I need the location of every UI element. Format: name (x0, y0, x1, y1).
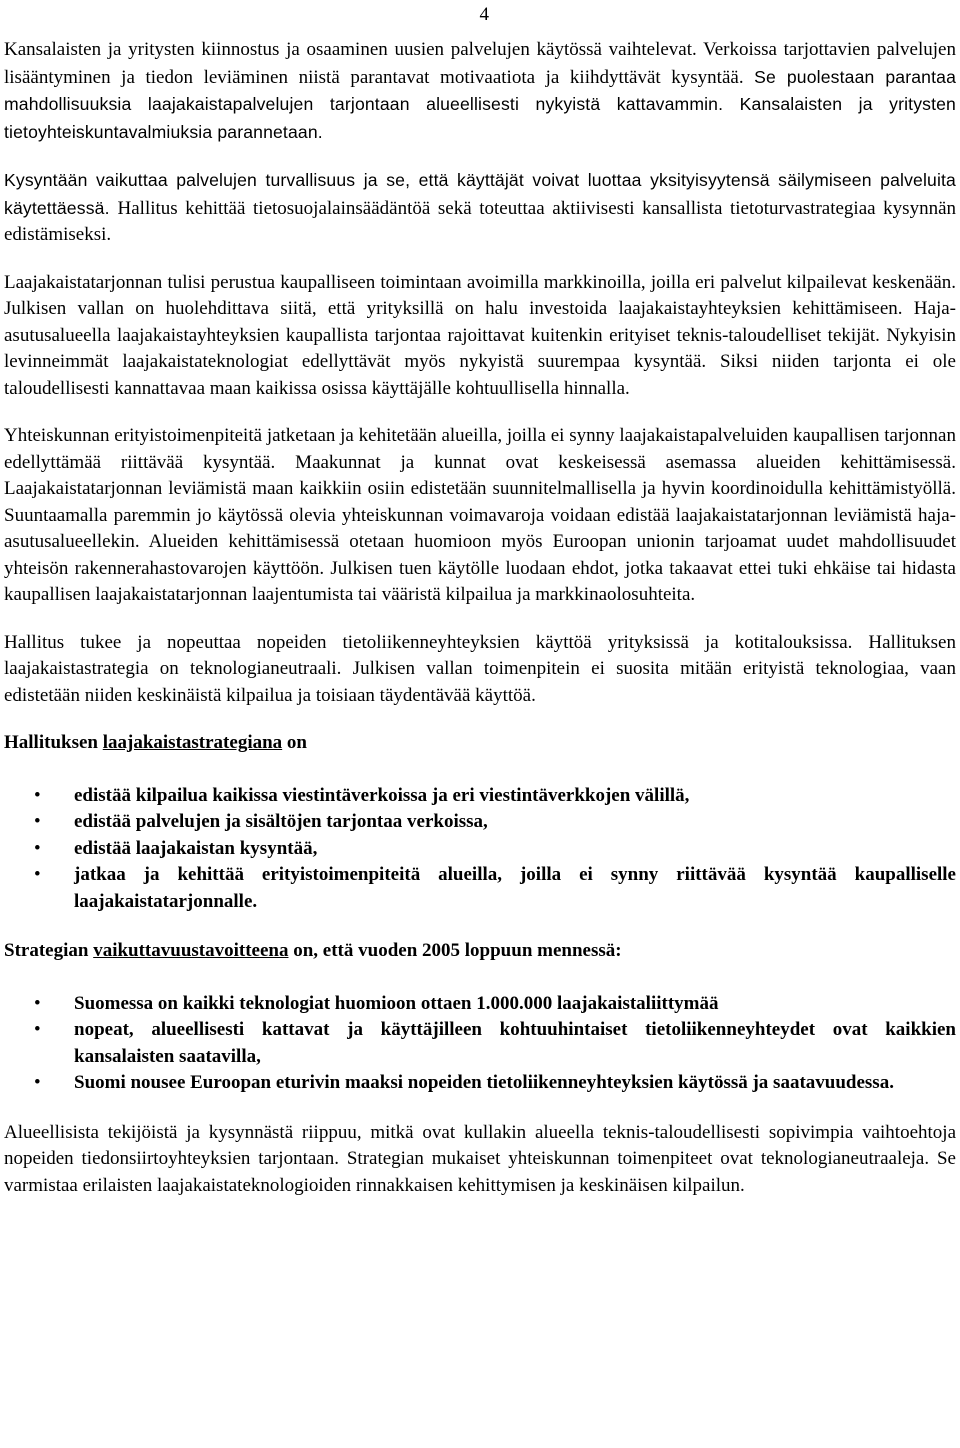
paragraph-6: Alueellisista tekijöistä ja kysynnästä riippuu, mitkä ovat kullakin alueella teknis-taloudellisesti sopivimpia vaihtoehtoja nopeiden tiedonsiirtoyhteyksien tarjontaan. Strategian mukaiset yhteiskunnan toimenpiteet ovat teknologianeutraaleja. Se varmistaa erilaisten laajakaistateknologioiden rinnakkaisen kehittymisen ja keskinäisen kilpailun. (4, 1121, 956, 1196)
paragraph-5: Hallitus tukee ja nopeuttaa nopeiden tietoliikenneyhteyksien käyttöä yrityksissä ja kotitalouksissa. Hallituksen laajakaistastrategia on teknologianeutraali. Julkisen vallan toimenpitein ei suosita mitään erityistä teknologiaa, vaan edistetään niiden keskinäistä kilpailua ja toisiaan täydentävää käyttöä. (4, 631, 956, 706)
list-item (4, 991, 956, 1018)
paragraph-2 (4, 167, 956, 249)
list-item-text: edistää kilpailua kaikissa viestintäverkoissa ja eri viestintäverkkojen välillä, (74, 784, 690, 806)
goals-heading-post: on, että vuoden 2005 loppuun mennessä: (288, 940, 622, 961)
list-item-text: edistää palvelujen ja sisältöjen tarjontaa verkoissa, (74, 811, 488, 832)
paragraph-1-part-a: Kansalaisten ja yritysten kiinnostus ja osaaminen uusien palvelujen käytössä vaihtelevat. Verkoissa tarjottavien palvelujen lisääntyminen ja tiedon leviäminen niistä parantavat motivaatiota ja kiihdyttävät kysyntää. (4, 39, 956, 88)
list-item-text: edistää laajakaistan kysyntää, (74, 837, 318, 859)
list-item (4, 809, 956, 836)
list-item (4, 783, 956, 810)
paragraph-4: Yhteiskunnan erityistoimenpiteitä jatketaan ja kehitetään alueilla, joilla ei synny laajakaistapalveluiden kaupallisen tarjonnan edellyttämää riittävää kysyntää. Maakunnat ja kunnat ovat keskeisessä asemassa alueiden kehittämisessä. Laajakaistatarjonnan leviämistä maan kaikkiin osiin edistetään suunnitelmallisella ja hyvin koordinoidulla kehittämistyöllä. Suuntaamalla paremmin jo käytössä olevia yhteiskunnan voimavaroja voidaan edistää laajakaistatarjonnan leviämistä haja-asutusalueellekin. Alueiden kehittämisessä otetaan huomioon myös Euroopan unionin tarjoamat uudet mahdollisuudet yhteisön rakennerahastovarojen käyttöön. Julkisen tuen käytölle luodaan ehdot, jotka takaavat ettei tuki ehkäise tai hidasta kaupallisen laajakaistatarjonnan laajentumista tai vääristä kilpailua ja markkinaolosuhteita. (4, 425, 956, 605)
document-body (4, 37, 956, 1220)
bullet-icon: • (34, 811, 41, 832)
list-item (4, 1070, 956, 1097)
paragraph-3: Laajakaistatarjonnan tulisi perustua kaupalliseen toimintaan avoimilla markkinoilla, joilla eri palvelut kilpailevat keskenään. Julkisen vallan on huolehdittava siitä, että yrityksillä on halu investoida laajakaistayhteyksien kehittämiseen. Haja-asutusalueella laajakaistayhteyksien kaupallista tarjontaa rajoittavat kuitenkin erityiset teknis-taloudelliset tekijät. Nykyisin levinneimmät laajakaistateknologiat edellyttävät myös nykyistä suurempaa kysyntää. Siksi niiden tarjonta ei ole taloudellisesti kannattavaa maan kaikissa osissa käyttäjälle kohtuullisella hinnalla. (4, 271, 956, 399)
list-item-text: jatkaa ja kehittää erityistoimenpiteitä alueilla, joilla ei synny riittävää kysyntää kaupalliselle laajakaistatarjonnalle. (74, 864, 956, 912)
bullet-icon: • (34, 1072, 41, 1093)
goals-heading (4, 938, 956, 965)
bullet-icon: • (34, 992, 41, 1014)
list-item-text: Suomi nousee Euroopan eturivin maaksi nopeiden tietoliikenneyhteyksien käytössä ja saatavuudessa. (74, 1072, 894, 1093)
strategy-heading-post: on (282, 732, 307, 753)
goals-heading-underlined: vaikuttavuustavoitteena (93, 940, 289, 961)
bullet-icon: • (34, 784, 41, 806)
paragraph-2-part-b: Hallitus kehittää tietosuojalainsäädäntöä sekä toteuttaa aktiivisesti kansallista tietoturvastrategiaa kysynnän edistämiseksi. (4, 197, 957, 245)
paragraph-1 (4, 37, 956, 146)
paragraph-1-part-b: Se puolestaan parantaa mahdollisuuksia laajakaistapalvelujen tarjontaan alueellisesti nykyistä kattavammin. Kansalaisten ja yritysten tietoyhteiskuntavalmiuksia parannetaan. (4, 66, 957, 142)
bullet-icon: • (34, 864, 41, 885)
list-item (4, 836, 956, 863)
bullet-icon: • (34, 1019, 41, 1040)
goals-heading-pre: Strategian (4, 940, 94, 961)
document-page (4, 0, 956, 1448)
strategy-heading-pre: Hallituksen (4, 732, 103, 753)
list-item-text: nopeat, alueellisesti kattavat ja käyttäjilleen kohtuuhintaiset tietoliikenneyhteydet ovat kaikkien kansalaisten saatavilla, (74, 1019, 956, 1067)
list-item (4, 1017, 956, 1070)
list-item-text: Suomessa on kaikki teknologiat huomioon ottaen 1.000.000 laajakaistaliittymää (74, 992, 719, 1014)
strategy-heading (4, 730, 956, 757)
list-item (4, 862, 956, 915)
strategy-heading-underlined: laajakaistastrategiana (102, 732, 283, 753)
goals-list (4, 991, 956, 1097)
paragraph-2-part-a: Kysyntään vaikuttaa palvelujen turvallisuus ja se, että käyttäjät voivat luottaa yksityisyytensä säilymiseen palveluita käytettäessä. (4, 170, 956, 218)
page-number: 4 (479, 4, 489, 25)
bullet-icon: • (34, 837, 41, 859)
strategy-list (4, 783, 956, 916)
